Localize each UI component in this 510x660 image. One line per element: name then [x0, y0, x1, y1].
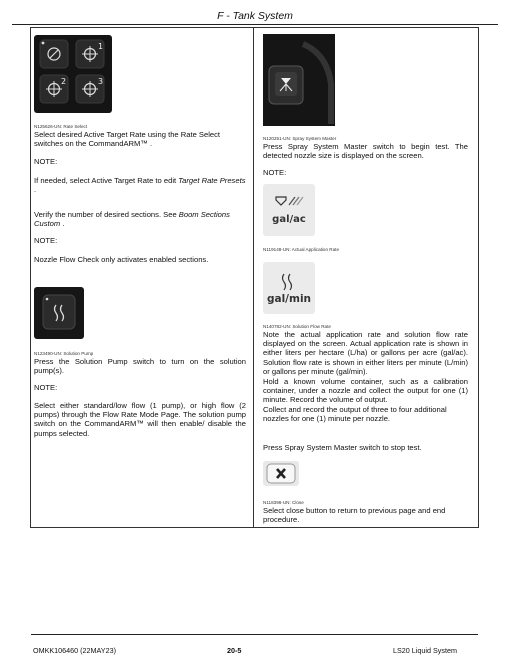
- stop-test-text: Press Spray System Master switch to stop test.: [263, 443, 422, 452]
- solution-pump-caption: N123490-UN: Solution Pump: [34, 351, 94, 356]
- solution-flow-icon: [263, 262, 315, 314]
- note-1-label: NOTE:: [34, 157, 58, 166]
- target-rate-presets-link[interactable]: Target Rate Presets: [178, 176, 246, 185]
- solution-pump-switch-icon: [34, 287, 84, 339]
- note-right-label: NOTE:: [263, 168, 287, 177]
- note-3-text: Select either standard/low flow (1 pump), or high flow (2 pumps) through the Flow Rate Mode Page. The solution pump switch on the CommandARM™ will then enable/ disable the pumps selected.: [34, 401, 246, 438]
- footer-page-number: 20-5: [227, 646, 242, 655]
- note-1-text-suffix: .: [34, 185, 37, 195]
- flow-rate-text: Note the actual application rate and solution flow rate displayed on the screen. Actual application rate is shown in either liters per hectare (L/ha) or gallons per acre (gal/ac). Solution flow rate is shown in either liters per minute (L/min) or gallons per minute (gal/min).: [263, 330, 468, 376]
- actual-application-rate-image: [263, 184, 315, 236]
- close-button-image: [263, 461, 299, 486]
- spray-master-image: [263, 34, 335, 126]
- app-rate-caption: N119148-UN: Actual Application Rate: [263, 247, 340, 252]
- footer-divider: [31, 634, 478, 635]
- spray-master-text: Press Spray System Master switch to begin test. The detected nozzle size is displayed on the screen.: [263, 142, 468, 161]
- verify-suffix: .: [60, 219, 65, 229]
- note-1-text: [34, 176, 246, 194]
- note-1-text-prefix: If needed, select Active Target Rate to edit: [34, 176, 179, 185]
- spray-master-caption: N120251-UN: Spray System Master: [263, 136, 337, 141]
- note-2-label: NOTE:: [34, 236, 58, 245]
- column-divider: [253, 27, 254, 527]
- close-text: Select close button to return to previous page and end procedure.: [263, 506, 446, 525]
- gal-min-label: gal/min: [266, 293, 312, 305]
- spray-system-master-switch-icon: [263, 34, 335, 126]
- hold-container-text: Hold a known volume container, such as a calibration container, under a nozzle and collect the output for one (1) minute. Record the volume of output.: [263, 377, 468, 405]
- rate-select-image: [34, 35, 112, 113]
- rate-select-text: Select desired Active Target Rate using the Rate Select switches on the CommandARM™ .: [34, 130, 221, 149]
- page-header: [12, 8, 498, 25]
- rate-key-1-label: 1: [98, 42, 104, 51]
- rate-key-3-label: 3: [98, 77, 104, 86]
- boom-sections-custom-link[interactable]: Boom Sections Custom: [34, 210, 230, 229]
- verify-prefix: Verify the number of desired sections. See: [34, 210, 179, 219]
- close-icon: [263, 461, 299, 486]
- page-title: F - Tank System: [217, 10, 293, 22]
- note-3-label: NOTE:: [34, 383, 58, 392]
- footer-section: LS20 Liquid System: [393, 646, 457, 655]
- gal-ac-label: gal/ac: [272, 214, 306, 225]
- rate-key-2-label: 2: [61, 77, 67, 86]
- verify-sections-text: [34, 210, 246, 228]
- collect-record-text: Collect and record the output of three to four additional nozzles for one (1) minute per nozzle.: [263, 405, 447, 424]
- rate-select-keypad-icon: [34, 35, 112, 113]
- close-caption: N118396-UN: Close: [263, 500, 304, 505]
- flow-rate-caption: N140782-UN: Solution Flow Rate: [263, 324, 331, 329]
- rate-select-caption: N125626-UN: Rate Select: [34, 124, 88, 129]
- solution-pump-image: [34, 287, 84, 339]
- solution-pump-text: Press the Solution Pump switch to turn on the solution pump(s).: [34, 357, 246, 376]
- note-2-text: Nozzle Flow Check only activates enabled sections.: [34, 255, 209, 264]
- solution-flow-rate-image: [263, 262, 315, 314]
- application-rate-icon: [263, 184, 315, 236]
- footer-doc-id: OMKK106460 (22MAY23): [33, 646, 116, 655]
